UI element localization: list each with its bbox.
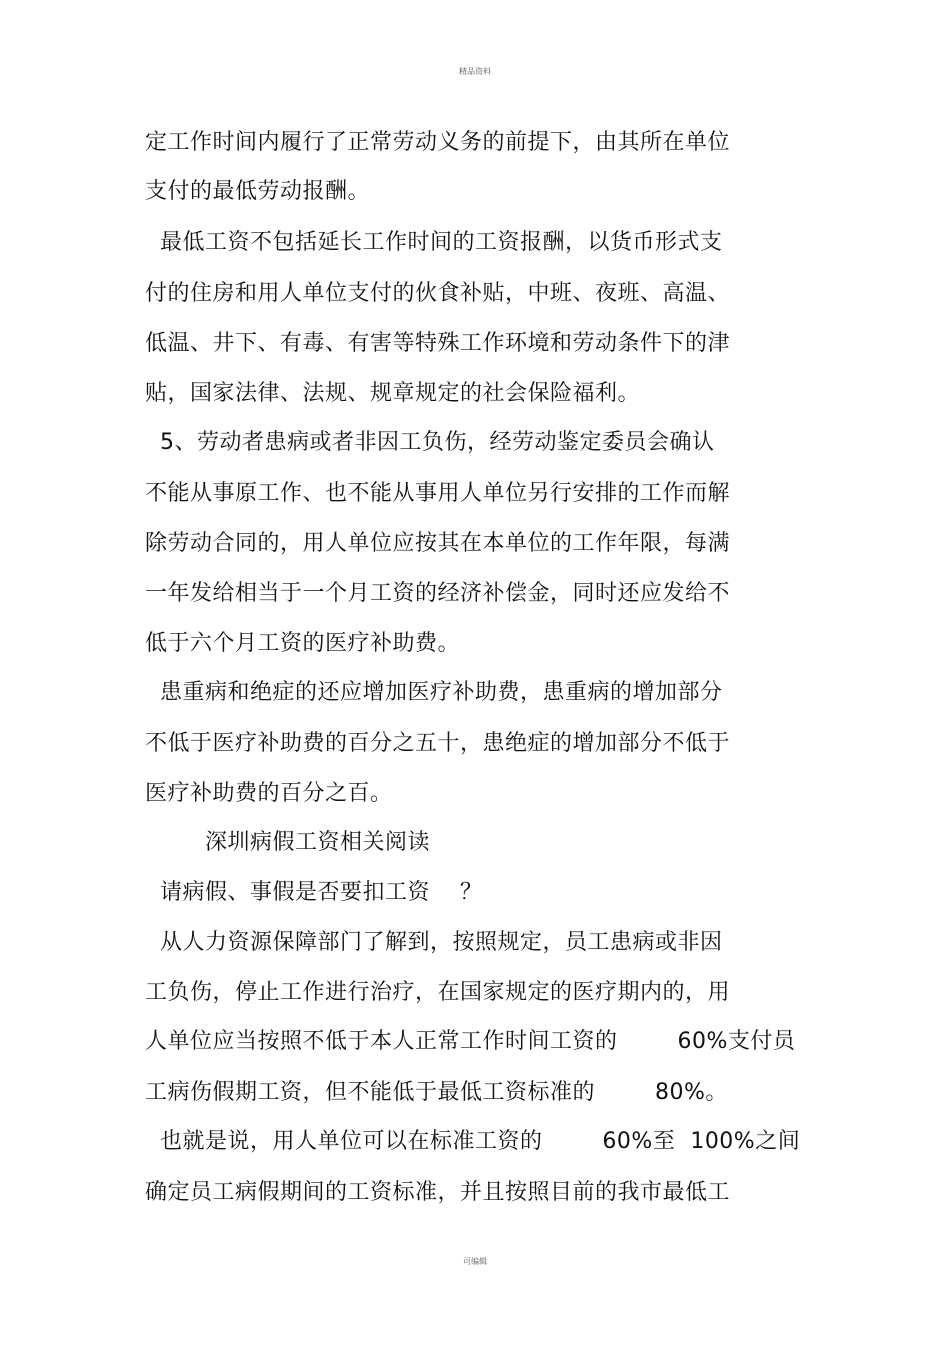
body-line: 工负伤，停止工作进行治疗，在国家规定的医疗期内的，用 bbox=[145, 980, 731, 1005]
body-line: 贴，国家法律、法规、规章规定的社会保险福利。 bbox=[145, 381, 641, 406]
body-line: 低温、井下、有毒、有害等特殊工作环境和劳动条件下的津 bbox=[145, 331, 731, 356]
body-line: 从人力资源保障部门了解到，按照规定，员工患病或非因 bbox=[145, 930, 723, 955]
body-line: 请病假、事假是否要扣工资 ？ bbox=[145, 880, 483, 905]
body-line: 也就是说，用人单位可以在标准工资的 60%至 100%之间 bbox=[145, 1129, 801, 1154]
body-line: 工病伤假期工资，但不能低于最低工资标准的 80%。 bbox=[145, 1080, 728, 1105]
body-line: 定工作时间内履行了正常劳动义务的前提下，由其所在单位 bbox=[145, 130, 731, 155]
body-line: 付的住房和用人单位支付的伙食补贴，中班、夜班、高温、 bbox=[145, 281, 731, 306]
body-line: 不能从事原工作、也不能从事用人单位另行安排的工作而解 bbox=[145, 481, 731, 506]
body-line: 最低工资不包括延长工作时间的工资报酬，以货币形式支 bbox=[145, 230, 723, 255]
body-line: 确定员工病假期间的工资标准，并且按照目前的我市最低工 bbox=[145, 1180, 731, 1205]
body-line: 低于六个月工资的医疗补助费。 bbox=[145, 631, 461, 656]
body-line: 5、劳动者患病或者非因工负伤，经劳动鉴定委员会确认 bbox=[145, 430, 715, 455]
body-line: 不低于医疗补助费的百分之五十，患绝症的增加部分不低于 bbox=[145, 731, 731, 756]
page-footer: 可编辑 bbox=[463, 1257, 487, 1266]
section-heading: 深圳病假工资相关阅读 bbox=[145, 830, 430, 855]
body-line: 人单位应当按照不低于本人正常工作时间工资的 60%支付员 bbox=[145, 1029, 796, 1054]
body-line: 患重病和绝症的还应增加医疗补助费，患重病的增加部分 bbox=[145, 680, 723, 705]
body-line: 支付的最低劳动报酬。 bbox=[145, 179, 371, 204]
body-line: 医疗补助费的百分之百。 bbox=[145, 781, 393, 806]
body-line: 一年发给相当于一个月工资的经济补偿金，同时还应发给不 bbox=[145, 581, 731, 606]
body-line: 除劳动合同的，用人单位应按其在本单位的工作年限，每满 bbox=[145, 531, 731, 556]
page-header: 精品资料 bbox=[459, 67, 491, 76]
